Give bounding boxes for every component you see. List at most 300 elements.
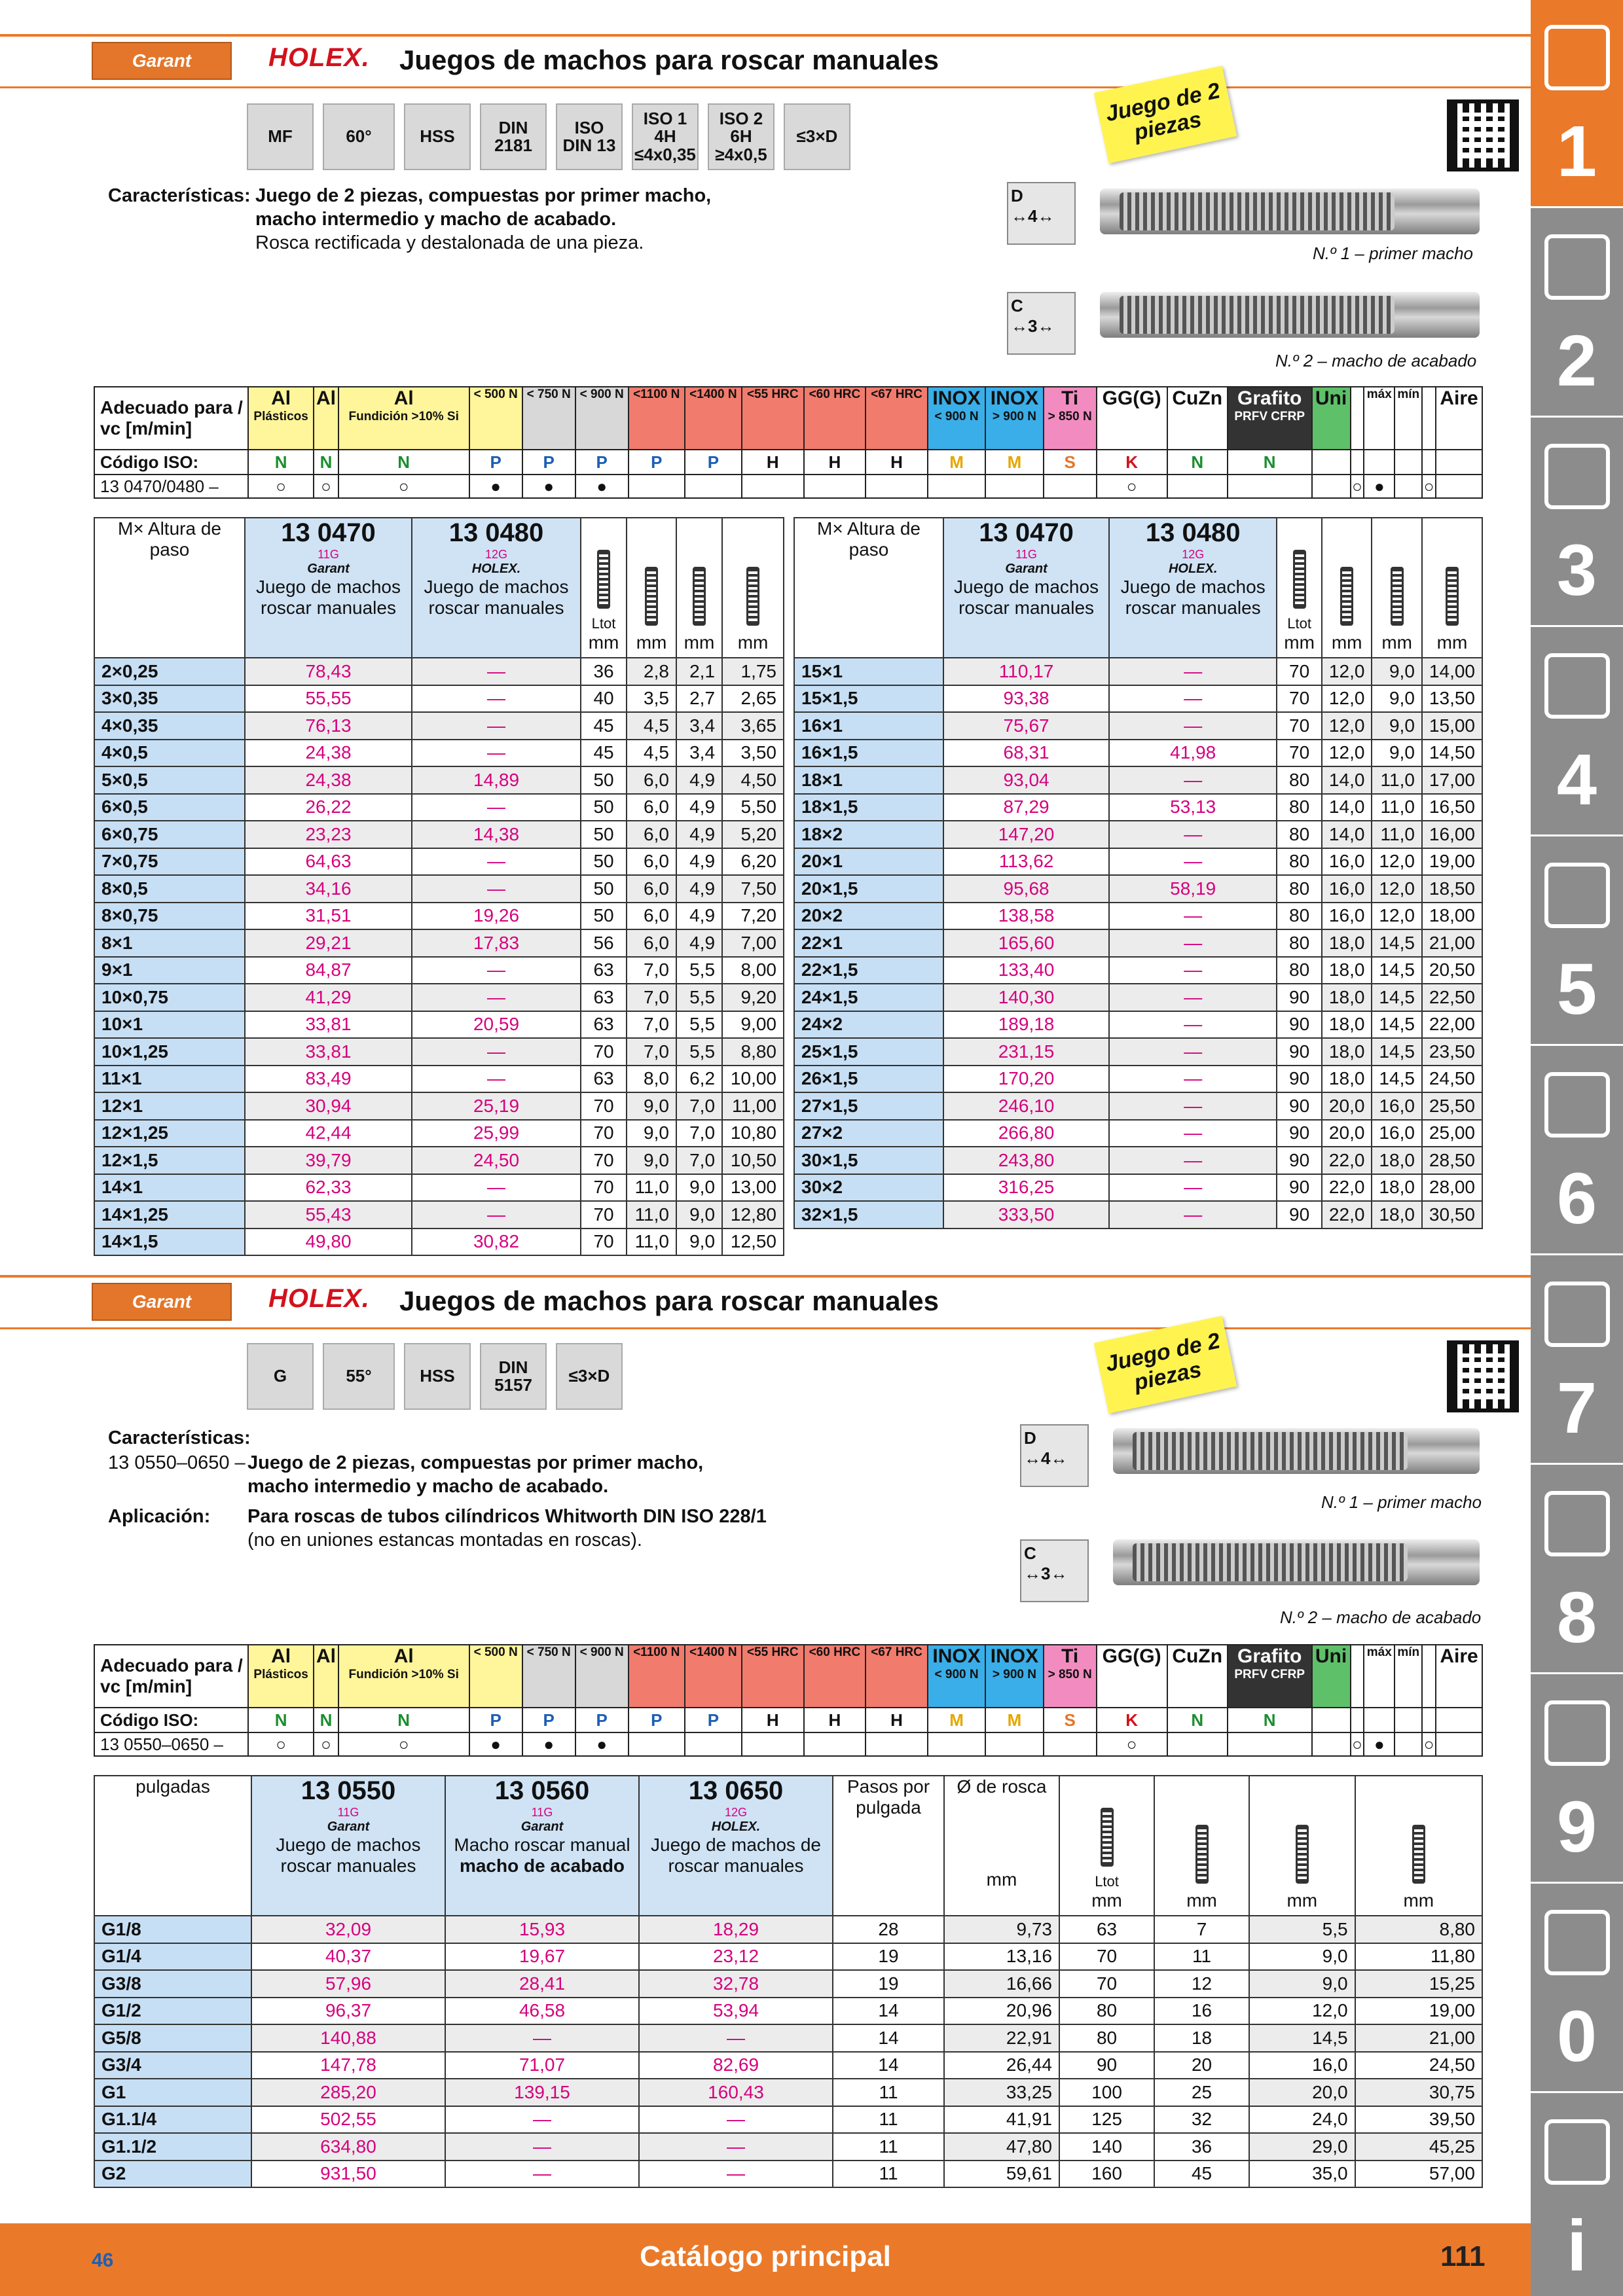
- price-b-cell[interactable]: 30,82: [412, 1229, 581, 1256]
- table-row: [794, 903, 1482, 930]
- s1-table-left: [94, 517, 784, 1256]
- badge-top: DIN: [498, 1357, 528, 1377]
- col-desc: Macho roscar manual: [454, 1835, 630, 1855]
- size-cell: 5×0,5: [94, 766, 245, 794]
- price-b-cell[interactable]: —: [412, 794, 581, 821]
- price-b-cell[interactable]: 139,15: [445, 2079, 639, 2106]
- ltot-cell: 70: [1059, 1970, 1154, 1998]
- material-col: [522, 387, 575, 450]
- price-c-cell[interactable]: 160,43: [639, 2079, 833, 2106]
- price-b-cell[interactable]: 58,19: [1109, 875, 1277, 903]
- table-row: [794, 929, 1482, 957]
- ltot-cell: 90: [1277, 1201, 1322, 1229]
- price-a-cell[interactable]: 76,13: [245, 712, 412, 740]
- dim-cell: 10,50: [722, 1147, 784, 1174]
- price-c-cell[interactable]: 18,29: [639, 1916, 833, 1943]
- unit-label: mm: [1381, 632, 1412, 653]
- mat-label: [94, 387, 248, 450]
- iso-label: Código ISO:: [94, 450, 248, 475]
- price-c-cell[interactable]: 23,12: [639, 1943, 833, 1971]
- price-b-cell[interactable]: —: [445, 2106, 639, 2134]
- table-row: [94, 1998, 1482, 2025]
- price-b-cell[interactable]: —: [1109, 685, 1277, 713]
- ltot-cell: 80: [1277, 957, 1322, 984]
- price-a-cell[interactable]: 147,20: [943, 821, 1109, 848]
- table-row: [794, 1092, 1482, 1120]
- size-cell: 12×1: [94, 1092, 245, 1120]
- suitability-mark: [928, 475, 985, 498]
- price-a-cell[interactable]: 31,51: [245, 903, 412, 930]
- price-a-cell[interactable]: 23,23: [245, 821, 412, 848]
- price-a-cell[interactable]: 93,38: [943, 685, 1109, 713]
- size-cell: 30×1,5: [794, 1147, 943, 1174]
- unit-label: mm: [1186, 1890, 1217, 1910]
- price-a-cell[interactable]: 93,04: [943, 766, 1109, 794]
- price-b-cell[interactable]: —: [412, 984, 581, 1011]
- table-row: [94, 821, 784, 848]
- price-b-cell[interactable]: —: [1109, 848, 1277, 876]
- price-b-cell[interactable]: 41,98: [1109, 740, 1277, 767]
- price-a-cell[interactable]: 62,33: [245, 1174, 412, 1202]
- price-a-cell[interactable]: 231,15: [943, 1038, 1109, 1066]
- material-col: [338, 1645, 469, 1708]
- dim-cell: 22,00: [1422, 1011, 1482, 1039]
- dim-cell: 8,80: [722, 1038, 784, 1066]
- price-b-cell[interactable]: —: [1109, 1038, 1277, 1066]
- price-b-cell[interactable]: 25,99: [412, 1120, 581, 1147]
- ltot-cell: 45: [581, 740, 627, 767]
- price-a-cell[interactable]: 634,80: [251, 2133, 445, 2161]
- size-cell: 18×1: [794, 766, 943, 794]
- price-b-cell[interactable]: 14,89: [412, 766, 581, 794]
- price-a-cell[interactable]: 110,17: [943, 658, 1109, 685]
- col-header-dim: [722, 518, 784, 658]
- price-a-cell[interactable]: 243,80: [943, 1147, 1109, 1174]
- price-b-cell[interactable]: —: [412, 957, 581, 984]
- iso-code: H: [742, 1708, 804, 1732]
- price-b-cell[interactable]: —: [1109, 929, 1277, 957]
- dim-cell: 14,5: [1372, 1038, 1422, 1066]
- unit-label: mm: [684, 632, 715, 653]
- price-a-cell[interactable]: 87,29: [943, 794, 1109, 821]
- suitability-mark: ●: [469, 1732, 522, 1756]
- diam-cell: 26,44: [944, 2052, 1059, 2079]
- price-b-cell[interactable]: —: [1109, 712, 1277, 740]
- dim-cell: 10,00: [722, 1066, 784, 1093]
- price-b-cell[interactable]: —: [412, 1066, 581, 1093]
- mat-sub: < 500 N: [473, 387, 518, 401]
- s1-feat-2: macho intermedio y macho de acabado.: [255, 209, 617, 230]
- suitability-mark: [928, 1732, 985, 1756]
- badge-top: G: [273, 1366, 287, 1386]
- price-c-cell[interactable]: —: [639, 2106, 833, 2134]
- dim-cell: 2,8: [627, 658, 676, 685]
- table-row: [794, 1201, 1482, 1229]
- table-row: [94, 984, 784, 1011]
- price-a-cell[interactable]: 95,68: [943, 875, 1109, 903]
- price-a-cell[interactable]: 96,37: [251, 1998, 445, 2025]
- table-row: [94, 1201, 784, 1229]
- material-col: [575, 1645, 629, 1708]
- price-a-cell[interactable]: 333,50: [943, 1201, 1109, 1229]
- price-a-cell[interactable]: 57,96: [251, 1970, 445, 1998]
- price-a-cell[interactable]: 33,81: [245, 1038, 412, 1066]
- ltot-cell: 70: [581, 1147, 627, 1174]
- price-a-cell[interactable]: 26,22: [245, 794, 412, 821]
- size-cell: 7×0,75: [94, 848, 245, 876]
- price-a-cell[interactable]: 68,31: [943, 740, 1109, 767]
- col-header-dim: [676, 518, 722, 658]
- ltot-cell: 70: [581, 1201, 627, 1229]
- material-col: [1097, 1645, 1167, 1708]
- tpi-cell: 19: [833, 1943, 944, 1971]
- table-row: [94, 929, 784, 957]
- chapter-tab-5[interactable]: [1531, 838, 1623, 1046]
- chapter-tab-4[interactable]: [1531, 628, 1623, 836]
- price-b-cell[interactable]: —: [1109, 1066, 1277, 1093]
- suitability-mark: ●: [522, 1732, 575, 1756]
- dim-cell: 24,0: [1249, 2106, 1355, 2134]
- price-b-cell[interactable]: —: [1109, 957, 1277, 984]
- price-c-cell[interactable]: 53,94: [639, 1998, 833, 2025]
- size-cell: 16×1,5: [794, 740, 943, 767]
- col-code: 13 0470: [281, 518, 376, 547]
- col-code: 13 0550: [301, 1776, 396, 1805]
- price-b-cell[interactable]: —: [1109, 1201, 1277, 1229]
- ltot-cell: 80: [1277, 875, 1322, 903]
- price-a-cell[interactable]: 931,50: [251, 2161, 445, 2188]
- chapter-tab-0[interactable]: [1531, 1885, 1623, 2093]
- price-b-cell[interactable]: 19,67: [445, 1943, 639, 1971]
- suitability-mark: ○: [248, 475, 314, 498]
- price-a-cell[interactable]: 64,63: [245, 848, 412, 876]
- dim-cell: 12,0: [1372, 903, 1422, 930]
- mat-sub: <1400 N: [689, 387, 737, 401]
- chapter-tab-i[interactable]: [1531, 2094, 1623, 2296]
- col-code: 13 0650: [688, 1776, 784, 1805]
- mat-title: INOX: [990, 1645, 1039, 1667]
- material-col: [1044, 1645, 1097, 1708]
- suitability-mark: ○: [338, 1732, 469, 1756]
- price-a-cell[interactable]: 41,29: [245, 984, 412, 1011]
- size-cell: 18×2: [794, 821, 943, 848]
- chapter-tab-6[interactable]: [1531, 1047, 1623, 1255]
- price-b-cell[interactable]: —: [412, 658, 581, 685]
- price-a-cell[interactable]: 246,10: [943, 1092, 1109, 1120]
- price-b-cell[interactable]: —: [412, 875, 581, 903]
- price-b-cell[interactable]: —: [412, 1174, 581, 1202]
- dim-cell: 14,00: [1422, 658, 1482, 685]
- price-a-cell[interactable]: 165,60: [943, 929, 1109, 957]
- price-b-cell[interactable]: —: [412, 685, 581, 713]
- table-row: [794, 766, 1482, 794]
- iso-code: N: [1228, 450, 1312, 475]
- price-b-cell[interactable]: 28,41: [445, 1970, 639, 1998]
- price-b-cell[interactable]: 17,83: [412, 929, 581, 957]
- material-col: [685, 1645, 742, 1708]
- chapter-icon: [1544, 25, 1610, 90]
- price-a-cell[interactable]: 75,67: [943, 712, 1109, 740]
- price-a-cell[interactable]: 147,78: [251, 2052, 445, 2079]
- suitability-mark: [1312, 475, 1351, 498]
- ltot-cell: 90: [1277, 1011, 1322, 1039]
- table-row: [94, 794, 784, 821]
- price-b-cell[interactable]: —: [412, 1201, 581, 1229]
- price-a-cell[interactable]: 316,25: [943, 1174, 1109, 1202]
- tpi-cell: 11: [833, 2161, 944, 2188]
- dim-cell: 12,0: [1322, 658, 1372, 685]
- tpi-cell: 11: [833, 2079, 944, 2106]
- material-col: [314, 387, 338, 450]
- iso-code: M: [928, 1708, 985, 1732]
- table-row: [94, 1038, 784, 1066]
- mat-title: INOX: [932, 1645, 981, 1667]
- price-b-cell[interactable]: —: [445, 2161, 639, 2188]
- col-tag: 11G: [1015, 548, 1037, 561]
- dim-cell: 18,0: [1372, 1147, 1422, 1174]
- dim-cell: 18,0: [1322, 1038, 1372, 1066]
- ltot-cell: 90: [1277, 1038, 1322, 1066]
- dim-cell: 24,50: [1355, 2052, 1482, 2079]
- dim-cell: 25,50: [1422, 1092, 1482, 1120]
- price-b-cell[interactable]: —: [445, 2024, 639, 2052]
- price-b-cell[interactable]: 25,19: [412, 1092, 581, 1120]
- dim-cell: 20: [1154, 2052, 1249, 2079]
- dim-cell: 16,0: [1372, 1120, 1422, 1147]
- s2-profile-c: C ↔3↔: [1020, 1539, 1089, 1602]
- dim-cell: 20,0: [1249, 2079, 1355, 2106]
- price-b-cell[interactable]: 46,58: [445, 1998, 639, 2025]
- ltot-cell: 63: [581, 957, 627, 984]
- price-b-cell[interactable]: —: [1109, 1120, 1277, 1147]
- dim-cell: 9,0: [1372, 685, 1422, 713]
- price-b-cell[interactable]: —: [1109, 1147, 1277, 1174]
- spec-badge: [784, 103, 850, 170]
- col-code: 13 0560: [494, 1776, 590, 1805]
- chapter-icon: [1544, 1491, 1610, 1556]
- material-col: [629, 387, 685, 450]
- price-a-cell[interactable]: 140,30: [943, 984, 1109, 1011]
- price-a-cell[interactable]: 30,94: [245, 1092, 412, 1120]
- dim-cell: 9,0: [1372, 712, 1422, 740]
- price-b-cell[interactable]: —: [1109, 1011, 1277, 1039]
- dim-cell: 3,50: [722, 740, 784, 767]
- chapter-tab-2[interactable]: [1531, 209, 1623, 418]
- mat-title: Ti: [1061, 1645, 1079, 1667]
- s2-feat-label: Características:: [108, 1427, 251, 1448]
- price-a-cell[interactable]: 83,49: [245, 1066, 412, 1093]
- chapter-tab-1[interactable]: [1531, 0, 1623, 208]
- garant-logo: Garant: [92, 42, 232, 80]
- diam-cell: 41,91: [944, 2106, 1059, 2134]
- price-a-cell[interactable]: 140,88: [251, 2024, 445, 2052]
- mat-sub: > 850 N: [1048, 1668, 1092, 1681]
- price-a-cell[interactable]: 24,38: [245, 740, 412, 767]
- price-c-cell[interactable]: 32,78: [639, 1970, 833, 1998]
- chapter-tab-3[interactable]: [1531, 419, 1623, 627]
- material-col: [248, 1645, 314, 1708]
- price-b-cell[interactable]: —: [412, 712, 581, 740]
- dim-icon: [1412, 1825, 1425, 1884]
- title-rule: [0, 86, 1531, 88]
- price-b-cell[interactable]: —: [1109, 658, 1277, 685]
- dim-icon: [1195, 1825, 1209, 1884]
- material-col: [742, 387, 804, 450]
- price-a-cell[interactable]: 170,20: [943, 1066, 1109, 1093]
- dim-cell: 7: [1154, 1916, 1249, 1943]
- price-b-cell[interactable]: 20,59: [412, 1011, 581, 1039]
- material-col: [1422, 1645, 1436, 1708]
- profile-dim: 3: [1041, 1564, 1051, 1583]
- dim-cell: 22,0: [1322, 1147, 1372, 1174]
- size-cell: 16×1: [794, 712, 943, 740]
- material-col: [685, 387, 742, 450]
- chapter-number: 8: [1556, 1577, 1597, 1658]
- price-a-cell[interactable]: 133,40: [943, 957, 1109, 984]
- price-a-cell[interactable]: 55,43: [245, 1201, 412, 1229]
- ltot-cell: 70: [1277, 685, 1322, 713]
- price-b-cell[interactable]: —: [1109, 821, 1277, 848]
- table-row: [94, 1916, 1482, 1943]
- price-a-cell[interactable]: 55,55: [245, 685, 412, 713]
- chapter-number: 2: [1556, 321, 1597, 401]
- dim-cell: 18,0: [1322, 1011, 1372, 1039]
- suitability-mark: [629, 1732, 685, 1756]
- dim-cell: 11: [1154, 1943, 1249, 1971]
- col-brand: Garant: [1005, 562, 1048, 576]
- price-c-cell[interactable]: —: [639, 2161, 833, 2188]
- dim-icon: [597, 550, 610, 609]
- ltot-cell: 90: [1277, 984, 1322, 1011]
- mat-sub: <67 HRC: [871, 387, 922, 401]
- iso-code: N: [1167, 450, 1228, 475]
- mat-sub: <60 HRC: [809, 387, 861, 401]
- table-row: [794, 794, 1482, 821]
- section-1-title: Juegos de machos para roscar manuales: [399, 45, 939, 75]
- chapter-tab-7[interactable]: [1531, 1257, 1623, 1465]
- table-row: [94, 1011, 784, 1039]
- badge-top: HSS: [420, 126, 455, 147]
- price-a-cell[interactable]: 189,18: [943, 1011, 1109, 1039]
- price-a-cell[interactable]: 29,21: [245, 929, 412, 957]
- price-a-cell[interactable]: 33,81: [245, 1011, 412, 1039]
- price-b-cell[interactable]: 15,93: [445, 1916, 639, 1943]
- suitability-mark: ●: [1364, 1732, 1395, 1756]
- price-b-cell[interactable]: —: [1109, 1092, 1277, 1120]
- suitability-mark: ○: [248, 1732, 314, 1756]
- chapter-tab-8[interactable]: [1531, 1466, 1623, 1674]
- inch-cell: G1/8: [94, 1916, 251, 1943]
- col-header-c: [639, 1776, 833, 1916]
- price-a-cell[interactable]: 40,37: [251, 1943, 445, 1971]
- dim-cell: 4,9: [676, 929, 722, 957]
- suitability-mark: ●: [575, 475, 629, 498]
- price-a-cell[interactable]: 42,44: [245, 1120, 412, 1147]
- col-brand: HOLEX.: [471, 562, 521, 576]
- col-desc: Juego de machos de roscar manuales: [651, 1835, 821, 1876]
- dim-cell: 16,0: [1322, 848, 1372, 876]
- spec-badge: [708, 103, 775, 170]
- price-c-cell[interactable]: —: [639, 2133, 833, 2161]
- dim-cell: 6,0: [627, 821, 676, 848]
- dim-cell: 16: [1154, 1998, 1249, 2025]
- price-c-cell[interactable]: 82,69: [639, 2052, 833, 2079]
- s2-tap-image-1: [1113, 1428, 1480, 1474]
- col-tag: 11G: [318, 548, 339, 561]
- table-row: [94, 1092, 784, 1120]
- price-a-cell[interactable]: 32,09: [251, 1916, 445, 1943]
- price-a-cell[interactable]: 285,20: [251, 2079, 445, 2106]
- s1-tap-image-2: [1100, 292, 1480, 338]
- dim-cell: 20,0: [1322, 1120, 1372, 1147]
- mat-sub: Fundición >10% Si: [348, 1668, 459, 1681]
- price-a-cell[interactable]: 84,87: [245, 957, 412, 984]
- price-b-cell[interactable]: 53,13: [1109, 794, 1277, 821]
- price-a-cell[interactable]: 24,38: [245, 766, 412, 794]
- price-b-cell[interactable]: —: [1109, 903, 1277, 930]
- dim-cell: 7,0: [627, 1011, 676, 1039]
- s2-qr-code[interactable]: [1447, 1340, 1519, 1412]
- material-col: [742, 1645, 804, 1708]
- price-b-cell[interactable]: 19,26: [412, 903, 581, 930]
- chapter-tab-9[interactable]: [1531, 1676, 1623, 1884]
- size-cell: 27×2: [794, 1120, 943, 1147]
- dim-cell: 4,9: [676, 875, 722, 903]
- iso-code: [1395, 450, 1422, 475]
- ltot-cell: 63: [581, 984, 627, 1011]
- price-a-cell[interactable]: 39,79: [245, 1147, 412, 1174]
- price-a-cell[interactable]: 266,80: [943, 1120, 1109, 1147]
- price-a-cell[interactable]: 78,43: [245, 658, 412, 685]
- col-header-dim: [1422, 518, 1482, 658]
- iso-code: [1395, 1708, 1422, 1732]
- size-cell: 24×2: [794, 1011, 943, 1039]
- price-a-cell[interactable]: 113,62: [943, 848, 1109, 876]
- iso-code: [1312, 450, 1351, 475]
- price-a-cell[interactable]: 502,55: [251, 2106, 445, 2134]
- dim-cell: 8,00: [722, 957, 784, 984]
- price-b-cell[interactable]: —: [412, 848, 581, 876]
- price-b-cell[interactable]: —: [1109, 1174, 1277, 1202]
- s1-qr-code[interactable]: [1447, 99, 1519, 171]
- price-a-cell[interactable]: 34,16: [245, 875, 412, 903]
- ltot-cell: 160: [1059, 2161, 1154, 2188]
- dim-cell: 9,0: [1249, 1970, 1355, 1998]
- dim-cell: 9,0: [1372, 658, 1422, 685]
- price-a-cell[interactable]: 138,58: [943, 903, 1109, 930]
- price-b-cell[interactable]: 71,07: [445, 2052, 639, 2079]
- price-a-cell[interactable]: 49,80: [245, 1229, 412, 1256]
- dim-cell: 39,50: [1355, 2106, 1482, 2134]
- iso-code: N: [1167, 1708, 1228, 1732]
- price-b-cell[interactable]: —: [445, 2133, 639, 2161]
- price-c-cell[interactable]: —: [639, 2024, 833, 2052]
- price-b-cell[interactable]: —: [1109, 766, 1277, 794]
- price-b-cell[interactable]: 14,38: [412, 821, 581, 848]
- suitability-mark: ○: [314, 1732, 338, 1756]
- suitability-mark: [742, 1732, 804, 1756]
- table-row: [794, 740, 1482, 767]
- price-b-cell[interactable]: —: [412, 1038, 581, 1066]
- price-b-cell[interactable]: —: [412, 740, 581, 767]
- suitability-mark: [1044, 1732, 1097, 1756]
- unit-label: mm: [1436, 632, 1468, 653]
- col-header-b: [1109, 518, 1277, 658]
- price-b-cell[interactable]: —: [1109, 984, 1277, 1011]
- dim-cell: 14,5: [1372, 929, 1422, 957]
- material-col: [928, 1645, 985, 1708]
- price-b-cell[interactable]: 24,50: [412, 1147, 581, 1174]
